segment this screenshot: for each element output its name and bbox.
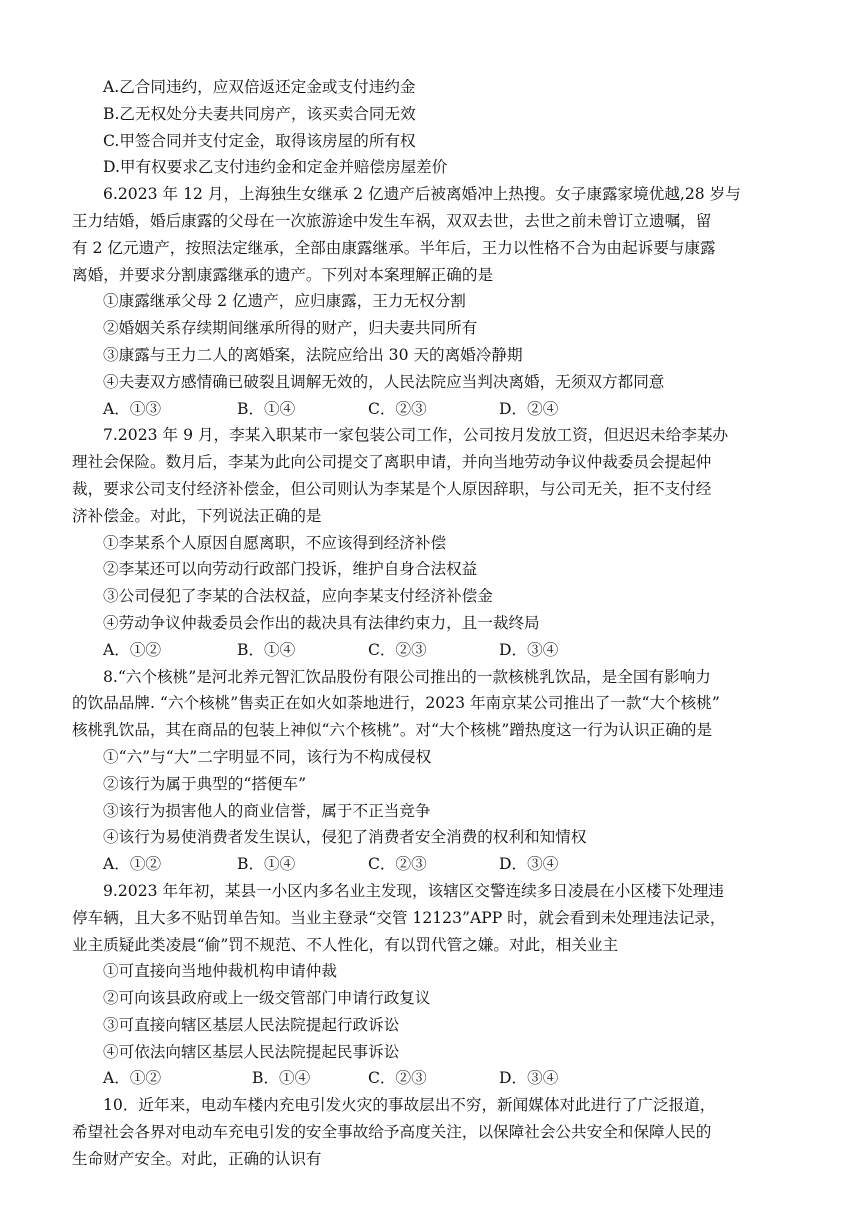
statement-item: ①可直接向当地仲裁机构申请仲裁 [103,962,337,981]
statement-item: ③公司侵犯了李某的合法权益，应向李某支付经济补偿金 [103,587,493,606]
choice-a: A．①② [103,640,162,659]
statement-item: ③康露与王力二人的离婚案，法院应给出 30 天的离婚冷静期 [103,345,523,364]
choice-d: D．③④ [499,855,559,874]
question-stem-line: 业主质疑此类凌晨“偷”罚不规范、不人性化，有以罚代管之嫌。对此，相关业主 [72,935,619,954]
question-stem-line: 裁，要求公司支付经济补偿金，但公司则认为李某是个人原因辞职，与公司无关，拒不支付经 [72,479,712,498]
statement-item: ④可依法向辖区基层人民法院提起民事诉讼 [103,1042,400,1061]
q5-options [72,74,796,181]
statement-item: ③该行为损害他人的商业信誉，属于不正当竞争 [103,801,431,820]
option-c: C.甲签合同并支付定金，取得该房屋的所有权 [103,131,416,150]
question-10 [72,1092,796,1172]
question-6 [72,181,796,422]
question-stem-line: 济补偿金。对此，下列说法正确的是 [72,506,322,525]
question-stem-line: 有 2 亿元遗产，按照法定继承，全部由康露继承。半年后，王力以性格不合为由起诉要与康露 [72,238,716,257]
statement-item: ④劳动争议仲裁委员会作出的裁决具有法律约束力，且一裁终局 [103,613,540,632]
choice-c: C．②③ [368,399,427,418]
answer-choices [72,851,796,878]
exam-page [72,74,796,1173]
choice-a: A．①② [103,1069,162,1088]
statement-item: ①李某系个人原因自愿离职，不应该得到经济补偿 [103,533,447,552]
choice-b: B．①④ [237,640,296,659]
statement-item: ④夫妻双方感情确已破裂且调解无效的，人民法院应当判决离婚，无须双方都同意 [103,372,665,391]
answer-choices [72,637,796,664]
question-stem-line: 8.“六个核桃”是河北养元智汇饮品股份有限公司推出的一款核桃乳饮品，是全国有影响力 [103,667,711,686]
question-stem-line: 理社会保险。数月后，李某为此向公司提交了离职申请，并向当地劳动争议仲裁委员会提起仲 [72,453,712,472]
statement-item: ②可向该县政府或上一级交管部门申请行政复议 [103,989,431,1008]
choice-a: A．①② [103,855,162,874]
choice-c: C．②③ [368,1069,427,1088]
question-stem-line: 9.2023 年年初，某县一小区内多名业主发现，该辖区交警连续多日凌晨在小区楼下处理违 [103,881,724,900]
option-a: A.乙合同违约，应双倍返还定金或支付违约金 [103,78,416,96]
question-stem-line: 的饮品品牌. “六个核桃”售卖正在如火如荼地进行，2023 年南京某公司推出了一款“大个核桃” [72,694,720,713]
question-9 [72,878,796,1092]
option-d: D.甲有权要求乙支付违约金和定金并赔偿房屋差价 [103,158,448,177]
statement-item: ②李某还可以向劳动行政部门投诉，维护自身合法权益 [103,560,478,579]
question-stem-line: 生命财产安全。对此，正确的认识有 [72,1149,322,1168]
question-stem-line: 核桃乳饮品，其在商品的包装上神似“六个核桃”。对“大个核桃”蹭热度这一行为认识正确的是 [72,721,713,740]
question-stem-line: 希望社会各界对电动车充电引发的安全事故给予高度关注，以保障社会公共安全和保障人民的 [72,1123,712,1142]
choice-c: C．②③ [368,640,427,659]
answer-choices [72,396,796,423]
option-b: B.乙无权处分夫妻共同房产，该买卖合同无效 [103,104,416,123]
statement-item: ④该行为易使消费者发生误认，侵犯了消费者安全消费的权利和知情权 [103,828,587,847]
choice-b: B．①④ [237,399,296,418]
choice-d: D．②④ [499,399,559,418]
statement-item: ③可直接向辖区基层人民法院提起行政诉讼 [103,1015,400,1034]
answer-choices [72,1065,796,1092]
choice-b: B．①④ [237,855,296,874]
statement-item: ①康露继承父母 2 亿遗产，应归康露，王力无权分割 [103,292,466,311]
question-stem-line: 7.2023 年 9 月，李某入职某市一家包装公司工作，公司按月发放工资，但迟迟未给李某办 [103,426,729,445]
statement-item: ②该行为属于典型的“搭便车” [103,774,307,793]
question-7 [72,422,796,663]
question-stem-line: 离婚，并要求分割康露继承的遗产。下列对本案理解正确的是 [72,265,494,284]
choice-b: B．①④ [252,1069,311,1088]
choice-d: D．③④ [499,1069,559,1088]
choice-d: D．③④ [499,640,559,659]
choice-c: C．②③ [368,855,427,874]
question-stem-line: 停车辆，且大多不贴罚单告知。当业主登录“交管 12123”APP 时，就会看到未处理违法记录， [72,908,726,927]
question-stem-line: 6.2023 年 12 月，上海独生女继承 2 亿遗产后被离婚冲上热搜。女子康露家境优越,28 岁与 [103,185,741,204]
question-stem-line: 10．近年来，电动车楼内充电引发火灾的事故层出不穷，新闻媒体对此进行了广泛报道， [103,1096,716,1115]
choice-a: A．①③ [103,399,162,418]
statement-item: ②婚姻关系存续期间继承所得的财产，归夫妻共同所有 [103,319,478,338]
question-8 [72,664,796,878]
question-stem-line: 王力结婚，婚后康露的父母在一次旅游途中发生车祸，双双去世，去世之前未曾订立遗嘱，留 [72,211,712,230]
statement-item: ①“六”与“大”二字明显不同，该行为不构成侵权 [103,747,432,766]
